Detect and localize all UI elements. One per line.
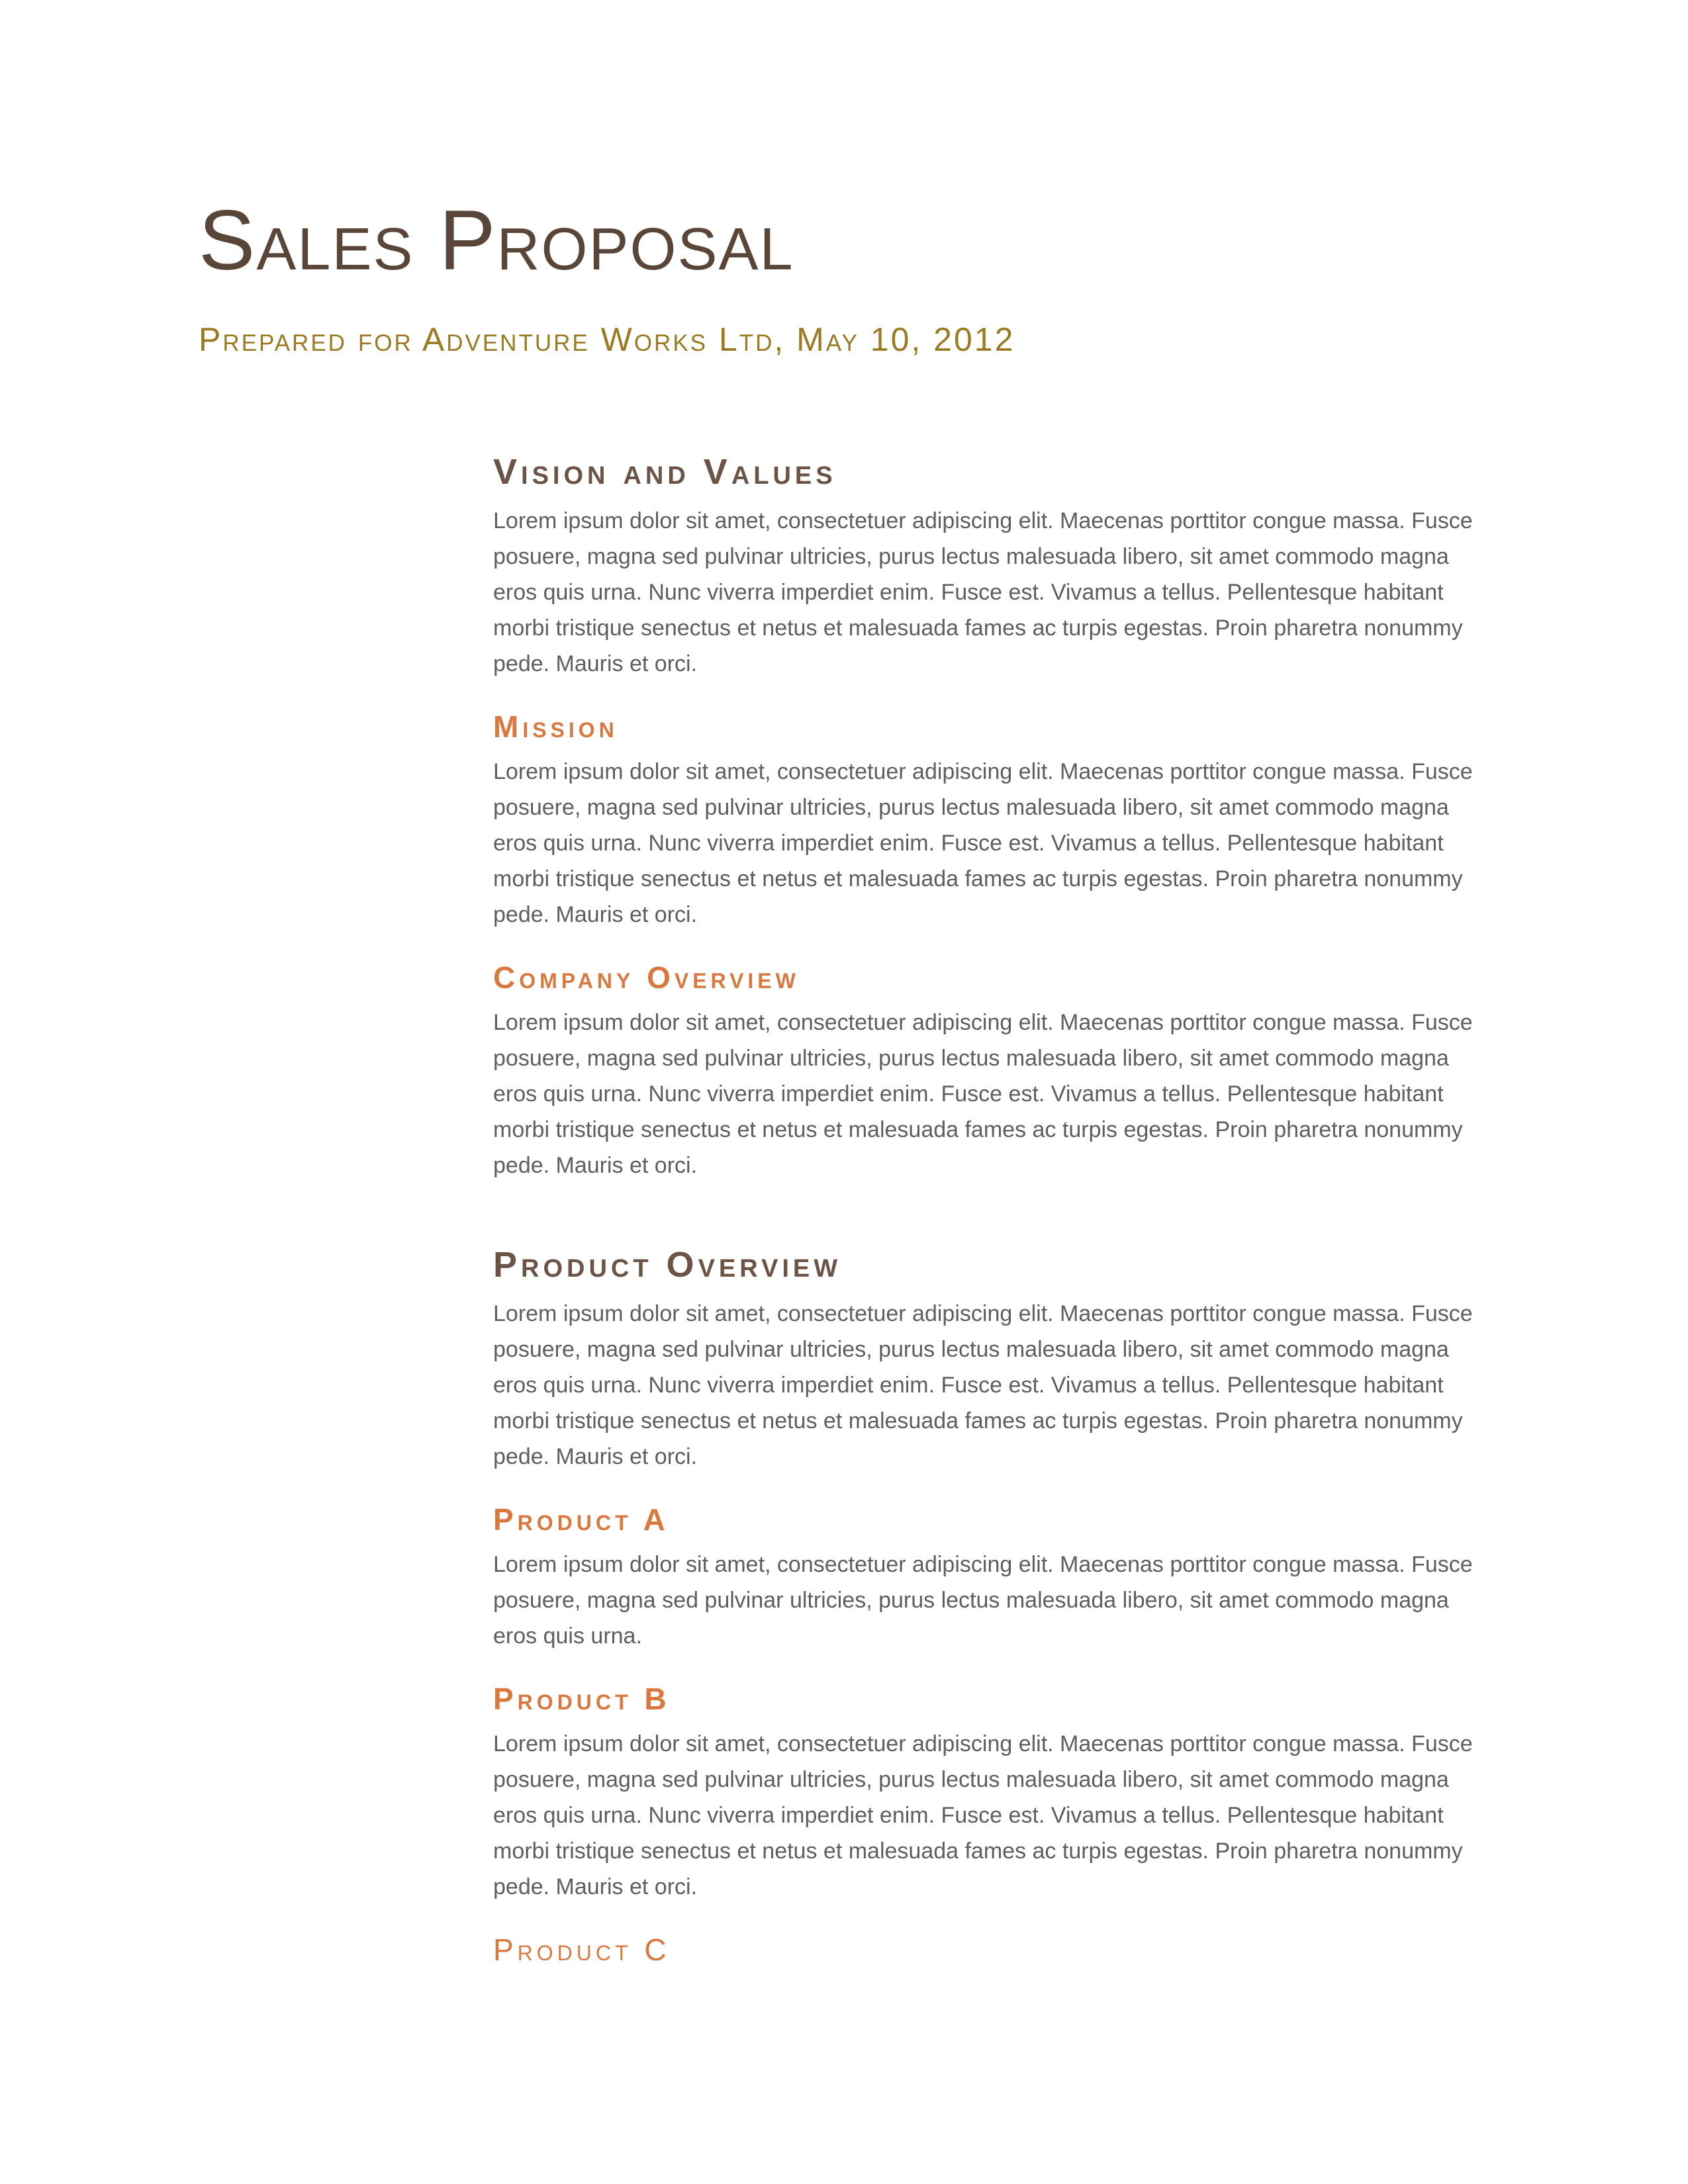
- section-paragraph: Lorem ipsum dolor sit amet, consectetuer adipiscing elit. Maecenas porttitor congue massa. Fusce posuere, magna sed pulvinar ultricies, purus lectus malesuada libero, sit amet commodo magna eros quis urna.: [493, 1551, 1473, 1649]
- section-heading: Mission: [493, 709, 618, 745]
- document-body: [493, 451, 1499, 1995]
- section-paragraph: Lorem ipsum dolor sit amet, consectetuer adipiscing elit. Maecenas porttitor congue massa. Fusce posuere, magna sed pulvinar ultricies, purus lectus malesuada libero, sit amet commodo magna eros quis urna. Nunc viverra imperdiet enim. Fusce est. Vivamus a tellus. Pellentesque habitant morbi tristique senectus et netus et malesuada fames ac turpis egestas. Proin pharetra nonummy pede. Mauris et orci.: [493, 1731, 1473, 1899]
- section-mission: [493, 709, 1499, 933]
- section-company-overview: [493, 960, 1499, 1183]
- document-title: Sales Proposal: [199, 193, 794, 288]
- section-product-a: [493, 1502, 1499, 1654]
- section-heading: Vision and Values: [493, 452, 837, 492]
- section-heading: Product B: [493, 1681, 671, 1716]
- section-heading: Product Overview: [493, 1244, 842, 1285]
- section-heading: Company Overview: [493, 960, 800, 995]
- section-heading: Product A: [493, 1502, 669, 1537]
- document-subtitle: Prepared for Adventure Works Ltd, May 10, 2012: [199, 321, 1015, 358]
- section-paragraph: Lorem ipsum dolor sit amet, consectetuer adipiscing elit. Maecenas porttitor congue massa. Fusce posuere, magna sed pulvinar ultricies, purus lectus malesuada libero, sit amet commodo magna eros quis urna. Nunc viverra imperdiet enim. Fusce est. Vivamus a tellus. Pellentesque habitant morbi tristique senectus et netus et malesuada fames ac turpis egestas. Proin pharetra nonummy pede. Mauris et orci.: [493, 508, 1473, 677]
- section-paragraph: Lorem ipsum dolor sit amet, consectetuer adipiscing elit. Maecenas porttitor congue massa. Fusce posuere, magna sed pulvinar ultricies, purus lectus malesuada libero, sit amet commodo magna eros quis urna. Nunc viverra imperdiet enim. Fusce est. Vivamus a tellus. Pellentesque habitant morbi tristique senectus et netus et malesuada fames ac turpis egestas. Proin pharetra nonummy pede. Mauris et orci.: [493, 1300, 1473, 1469]
- section-product-overview: [493, 1244, 1499, 1475]
- section-heading: Product C: [493, 1932, 671, 1967]
- section-vision-and-values: [493, 451, 1499, 682]
- section-product-c: [493, 1933, 1499, 1968]
- section-product-b: [493, 1682, 1499, 1905]
- section-paragraph: Lorem ipsum dolor sit amet, consectetuer adipiscing elit. Maecenas porttitor congue massa. Fusce posuere, magna sed pulvinar ultricies, purus lectus malesuada libero, sit amet commodo magna eros quis urna. Nunc viverra imperdiet enim. Fusce est. Vivamus a tellus. Pellentesque habitant morbi tristique senectus et netus et malesuada fames ac turpis egestas. Proin pharetra nonummy pede. Mauris et orci.: [493, 1009, 1473, 1178]
- section-paragraph: Lorem ipsum dolor sit amet, consectetuer adipiscing elit. Maecenas porttitor congue massa. Fusce posuere, magna sed pulvinar ultricies, purus lectus malesuada libero, sit amet commodo magna eros quis urna. Nunc viverra imperdiet enim. Fusce est. Vivamus a tellus. Pellentesque habitant morbi tristique senectus et netus et malesuada fames ac turpis egestas. Proin pharetra nonummy pede. Mauris et orci.: [493, 758, 1473, 927]
